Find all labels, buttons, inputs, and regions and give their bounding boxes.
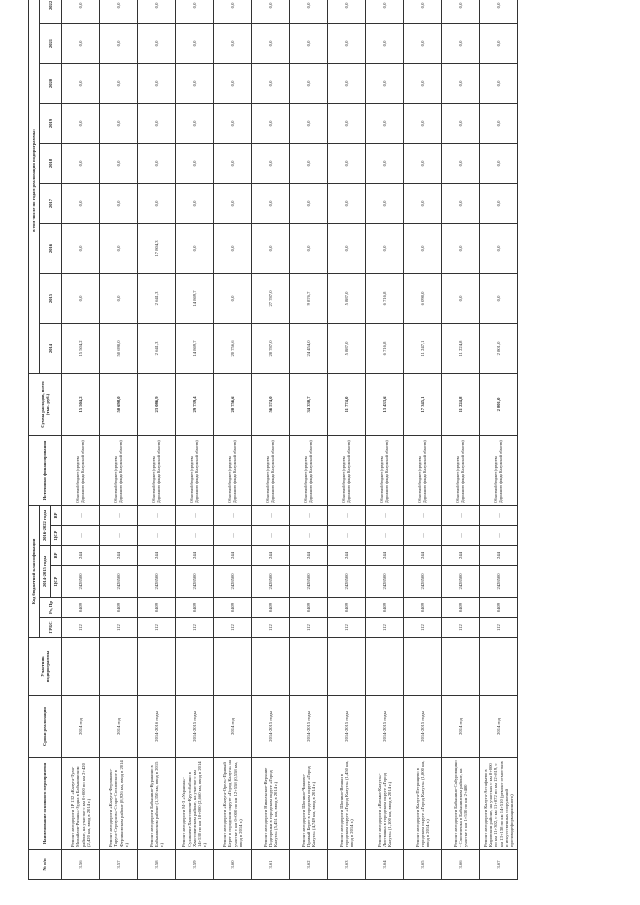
row-year-value: 20 756,6 (214, 323, 252, 373)
row-rzpr: 0409 (480, 598, 518, 618)
header-source: Источники финансирования (29, 435, 62, 505)
row-vr2: — (328, 505, 366, 525)
row-number: 3.58 (138, 850, 176, 880)
row-year-value: 0,0 (214, 0, 252, 23)
row-year-value: 11 247,1 (404, 323, 442, 373)
row-year-value: 0,0 (62, 223, 100, 273)
row-year-value: 0,0 (100, 183, 138, 223)
header-name: Наименование основного мероприятия (29, 758, 62, 850)
row-total: 17 345,1 (404, 373, 442, 435)
row-name: Ремонт автодороги Никольское-Верхние Подгоренки в городском округе «Город Калуга» (5,451 км, ввод в 2014 г.) (252, 758, 290, 850)
row-csr2: — (62, 526, 100, 546)
row-year-value: 0,0 (480, 273, 518, 323)
row-total: 2 801,0 (480, 373, 518, 435)
row-csr: 2428500 (176, 566, 214, 598)
header-vr: ВР (51, 546, 62, 566)
row-year-value: 17 804,3 (138, 223, 176, 273)
row-vr: 244 (366, 546, 404, 566)
header-year: 2015 (40, 273, 62, 323)
row-number: 3.65 (404, 850, 442, 880)
row-grbs: 112 (366, 618, 404, 638)
row-year-value: 0,0 (442, 103, 480, 143)
row-year-value: 0,0 (176, 183, 214, 223)
row-vr: 244 (252, 546, 290, 566)
row-year-value: 0,0 (176, 0, 214, 23)
row-rzpr: 0409 (404, 598, 442, 618)
row-number: 3.60 (214, 850, 252, 880)
row-term: 2014-2015 годы (290, 696, 328, 758)
header-year: 2016 (40, 223, 62, 273)
row-year-value: 0,0 (62, 23, 100, 63)
row-vr2: — (404, 505, 442, 525)
row-name: Ремонт автодороги Шопино-Чижово-Правый Берег в городском округе «Город Калуга» (4,749 км, ввод в 2014 г.) (290, 758, 328, 850)
row-year-value: 0,0 (252, 223, 290, 273)
header-term: Сроки реализации (29, 696, 62, 758)
row-year-value: 0,0 (328, 23, 366, 63)
row-csr2: — (404, 526, 442, 546)
row-year-value: 0,0 (328, 183, 366, 223)
row-rzpr: 0409 (366, 598, 404, 618)
row-year-value: 0,0 (214, 183, 252, 223)
row-year-value: 0,0 (404, 0, 442, 23)
header-year: 2020 (40, 63, 62, 103)
row-year-value: 0,0 (366, 63, 404, 103)
table-row (62, 0, 100, 880)
row-year-value: 0,0 (176, 23, 214, 63)
row-number: 3.67 (480, 850, 518, 880)
header-rzpr: Рз, Пр (40, 598, 62, 618)
row-year-value: 0,0 (480, 143, 518, 183)
table-row (214, 0, 252, 880)
row-total: 50 698,0 (100, 373, 138, 435)
row-year-value: 0,0 (404, 183, 442, 223)
row-year-value: 0,0 (100, 223, 138, 273)
row-participant (442, 638, 480, 696)
row-vr2: — (176, 505, 214, 525)
row-year-value: 5 887,0 (328, 323, 366, 373)
row-participant (366, 638, 404, 696)
row-year-value: 0,0 (442, 223, 480, 273)
table-row (366, 0, 404, 880)
row-csr2: — (176, 526, 214, 546)
row-name: Ремонт автодороги «Калуга-Ферзиково-Таруса-Серпухов»-Старо-Сосновское в Ферзиковском районе (8,926 км, ввод в 2014 г.) (100, 758, 138, 850)
row-participant (138, 638, 176, 696)
row-rzpr: 0409 (252, 598, 290, 618)
row-year-value: 0,0 (404, 143, 442, 183)
row-csr: 2428500 (214, 566, 252, 598)
header-total: Сумма расходов, всего (тыс. руб.) (29, 373, 62, 435)
table-row (100, 0, 138, 880)
row-year-value: 0,0 (366, 223, 404, 273)
row-year-value: 0,0 (252, 103, 290, 143)
row-year-value: 0,0 (442, 0, 480, 23)
row-participant (252, 638, 290, 696)
row-name: Ремонт автодороги 1Р 132 «Калуга-Тула-Михайлов-Рязань»-Зудна в Бабынинском районе, на участке с км 0+000 по км 2+420 (2,420 км, ввод в 2014 г.) (62, 758, 100, 850)
header-year: 2014 (40, 323, 62, 373)
row-vr2: — (480, 505, 518, 525)
row-year-value: 2 641,3 (138, 323, 176, 373)
row-year-value: 15 504,2 (62, 323, 100, 373)
row-year-value: 0,0 (328, 223, 366, 273)
row-grbs: 112 (442, 618, 480, 638)
row-year-value: 0,0 (290, 143, 328, 183)
row-vr2: — (290, 505, 328, 525)
row-year-value: 0,0 (290, 23, 328, 63)
row-term: 2014-2015 годы (252, 696, 290, 758)
row-year-value: 0,0 (176, 223, 214, 273)
row-total: 15 504,2 (62, 373, 100, 435)
row-csr: 2428500 (290, 566, 328, 598)
row-year-value: 0,0 (404, 223, 442, 273)
row-csr: 2428500 (62, 566, 100, 598)
table-body (62, 0, 518, 880)
row-csr: 2428500 (328, 566, 366, 598)
row-year-value: 50 698,0 (100, 323, 138, 373)
row-vr2: — (252, 505, 290, 525)
row-name: Ремонт автодороги Шопино-Вешки в городском округе «Город Калуга» (1,450 км, ввод в 2014 г.) (328, 758, 366, 850)
row-participant (214, 638, 252, 696)
row-participant (62, 638, 100, 696)
row-grbs: 112 (214, 618, 252, 638)
row-year-value: 0,0 (290, 63, 328, 103)
row-year-value: 0,0 (138, 183, 176, 223)
row-year-value: 0,0 (480, 223, 518, 273)
row-term: 2014 год (214, 696, 252, 758)
row-csr: 2428500 (480, 566, 518, 598)
row-vr: 244 (290, 546, 328, 566)
row-rzpr: 0409 (328, 598, 366, 618)
row-vr2: — (62, 505, 100, 525)
row-year-value: 0,0 (100, 23, 138, 63)
row-year-value: 0,0 (290, 183, 328, 223)
row-year-value: 6 716,8 (366, 323, 404, 373)
row-total: 23 086,9 (138, 373, 176, 435)
row-csr: 2428500 (404, 566, 442, 598)
row-year-value: 0,0 (62, 63, 100, 103)
row-vr: 244 (214, 546, 252, 566)
row-year-value: 6 098,0 (404, 273, 442, 323)
header-years-group: в том числе по годам реализации подпрограммы: (29, 0, 40, 373)
row-year-value: 0,0 (328, 143, 366, 183)
row-year-value: 14 869,7 (176, 323, 214, 373)
row-year-value: 0,0 (62, 273, 100, 323)
row-grbs: 112 (290, 618, 328, 638)
row-year-value: 0,0 (252, 0, 290, 23)
row-total: 20 756,6 (214, 373, 252, 435)
row-year-value: 24 454,0 (290, 323, 328, 373)
row-term: 2014-2015 годы (176, 696, 214, 758)
row-year-value: 0,0 (138, 143, 176, 183)
row-name: Ремонт автодороги «Вязьма-Калуга»-Листвянка в городском округе «Город Калуга» (1,100 км, ввод в 2014 г.) (366, 758, 404, 850)
row-year-value: 6 716,8 (366, 273, 404, 323)
row-year-value: 0,0 (138, 63, 176, 103)
row-grbs: 112 (62, 618, 100, 638)
row-year-value: 0,0 (290, 223, 328, 273)
row-vr: 244 (176, 546, 214, 566)
row-year-value: 0,0 (328, 0, 366, 23)
row-year-value: 0,0 (480, 23, 518, 63)
row-vr: 244 (480, 546, 518, 566)
table-row (138, 0, 176, 880)
row-year-value: 0,0 (252, 63, 290, 103)
row-rzpr: 0409 (138, 598, 176, 618)
table-row (290, 0, 328, 880)
row-number: 3.62 (290, 850, 328, 880)
row-vr: 244 (100, 546, 138, 566)
row-year-value: 0,0 (214, 63, 252, 103)
row-number: 3.66 (442, 850, 480, 880)
row-grbs: 112 (100, 618, 138, 638)
table-row (442, 0, 480, 880)
row-vr2: — (100, 505, 138, 525)
row-number: 3.64 (366, 850, 404, 880)
row-year-value: 0,0 (404, 103, 442, 143)
row-year-value: 0,0 (366, 0, 404, 23)
row-year-value: 0,0 (100, 143, 138, 183)
row-year-value: 2 641,3 (138, 273, 176, 323)
row-term: 2014-2015 годы (328, 696, 366, 758)
row-source: Областной бюджет (средства Дорожного фонда Калужской области) (100, 435, 138, 505)
row-participant (176, 638, 214, 696)
row-total: 29 739,4 (176, 373, 214, 435)
row-year-value: 2 801,0 (480, 323, 518, 373)
row-year-value: 0,0 (480, 103, 518, 143)
row-total: 11 224,8 (442, 373, 480, 435)
header-period1: 2014-2015 годы (40, 546, 51, 598)
row-name: Ремонт автодороги «Калуга-Орел»-Правый Берег в городском округе «Город Калуга» на участке с км 0+000 по км 12+558 (0,558 км, ввод в 2014 г.) (214, 758, 252, 850)
row-csr: 2428500 (442, 566, 480, 598)
row-number: 3.59 (176, 850, 214, 880)
row-total: 34 330,7 (290, 373, 328, 435)
row-year-value: 0,0 (442, 183, 480, 223)
row-year-value: 0,0 (252, 23, 290, 63)
header-vr-2: ВР (51, 505, 62, 525)
table-row (328, 0, 366, 880)
row-vr2: — (138, 505, 176, 525)
row-year-value: 5 887,0 (328, 273, 366, 323)
row-year-value: 0,0 (100, 273, 138, 323)
row-year-value: 0,0 (366, 143, 404, 183)
table-row (252, 0, 290, 880)
row-csr: 2428500 (100, 566, 138, 598)
row-term: 2014-2015 годы (404, 696, 442, 758)
row-source: Областной бюджет (средства Дорожного фонда Калужской области) (214, 435, 252, 505)
row-year-value: 0,0 (442, 63, 480, 103)
row-year-value: 0,0 (176, 143, 214, 183)
row-term: 2014-2016 годы (138, 696, 176, 758)
row-total: 13 433,6 (366, 373, 404, 435)
row-term: 2014 год (442, 696, 480, 758)
row-csr: 2428500 (252, 566, 290, 598)
header-year: 2021 (40, 23, 62, 63)
row-source: Областной бюджет (средства Дорожного фонда Калужской области) (138, 435, 176, 505)
row-year-value: 0,0 (62, 143, 100, 183)
row-grbs: 112 (176, 618, 214, 638)
row-csr2: — (480, 526, 518, 546)
header-year: 2018 (40, 143, 62, 183)
row-source: Областной бюджет (средства Дорожного фонда Калужской области) (252, 435, 290, 505)
row-year-value: 0,0 (328, 63, 366, 103)
row-year-value: 0,0 (100, 63, 138, 103)
row-year-value: 0,0 (480, 63, 518, 103)
row-csr2: — (328, 526, 366, 546)
row-source: Областной бюджет (средства Дорожного фонда Калужской области) (62, 435, 100, 505)
row-year-value: 14 869,7 (176, 273, 214, 323)
row-rzpr: 0409 (62, 598, 100, 618)
table-row (480, 0, 518, 880)
row-csr: 2428500 (138, 566, 176, 598)
row-vr: 244 (328, 546, 366, 566)
row-total: 11 774,0 (328, 373, 366, 435)
row-year-value: 0,0 (62, 103, 100, 143)
row-year-value: 0,0 (480, 0, 518, 23)
row-year-value: 0,0 (100, 0, 138, 23)
row-year-value: 0,0 (138, 103, 176, 143)
header-csr: ЦСР (51, 566, 62, 598)
row-csr2: — (252, 526, 290, 546)
row-source: Областной бюджет (средства Дорожного фонда Калужской области) (328, 435, 366, 505)
row-source: Областной бюджет (средства Дорожного фонда Калужской области) (176, 435, 214, 505)
row-year-value: 0,0 (290, 0, 328, 23)
row-source: Областной бюджет (средства Дорожного фонда Калужской области) (290, 435, 328, 505)
row-year-value: 0,0 (100, 103, 138, 143)
row-vr: 244 (442, 546, 480, 566)
row-year-value: 0,0 (366, 183, 404, 223)
row-year-value: 0,0 (252, 143, 290, 183)
row-year-value: 0,0 (214, 23, 252, 63)
row-vr2: — (442, 505, 480, 525)
row-csr2: — (442, 526, 480, 546)
row-term: 2014 год (62, 696, 100, 758)
row-year-value: 0,0 (176, 63, 214, 103)
row-grbs: 112 (480, 618, 518, 638)
program-table (28, 0, 518, 880)
row-source: Областной бюджет (средства Дорожного фонда Калужской области) (366, 435, 404, 505)
row-rzpr: 0409 (176, 598, 214, 618)
header-year: 2017 (40, 183, 62, 223)
row-total: 56 574,0 (252, 373, 290, 435)
row-year-value: 0,0 (176, 103, 214, 143)
row-name: Ремонт автодороги Бабынино-Куракино в Бабынинском районе (1,350 км, ввод в 2015 г.) (138, 758, 176, 850)
row-year-value: 0,0 (442, 273, 480, 323)
row-year-value: 0,0 (290, 103, 328, 143)
row-number: 3.61 (252, 850, 290, 880)
table-row (404, 0, 442, 880)
row-rzpr: 0409 (214, 598, 252, 618)
row-year-value: 0,0 (62, 183, 100, 223)
row-year-value: 0,0 (214, 103, 252, 143)
row-vr2: — (214, 505, 252, 525)
row-rzpr: 0409 (100, 598, 138, 618)
row-year-value: 0,0 (138, 0, 176, 23)
row-vr2: — (366, 505, 404, 525)
row-year-value: 0,0 (366, 103, 404, 143)
row-participant (404, 638, 442, 696)
row-grbs: 112 (404, 618, 442, 638)
row-grbs: 112 (138, 618, 176, 638)
header-code-group: Код бюджетной классификации (29, 505, 40, 637)
row-year-value: 0,0 (480, 183, 518, 223)
row-grbs: 112 (252, 618, 290, 638)
row-csr2: — (138, 526, 176, 546)
row-participant (290, 638, 328, 696)
row-year-value: 0,0 (442, 143, 480, 183)
header-num: № п/п (29, 850, 62, 880)
header-csr-2: ЦСР (51, 526, 62, 546)
row-csr2: — (214, 526, 252, 546)
row-participant (328, 638, 366, 696)
row-year-value: 11 224,8 (442, 323, 480, 373)
row-year-value: 0,0 (62, 0, 100, 23)
row-source: Областной бюджет (средства Дорожного фонда Калужской области) (442, 435, 480, 505)
row-year-value: 9 876,7 (290, 273, 328, 323)
row-year-value: 0,0 (442, 23, 480, 63)
row-number: 3.57 (100, 850, 138, 880)
row-participant (100, 638, 138, 696)
row-rzpr: 0409 (290, 598, 328, 618)
row-participant (480, 638, 518, 696)
row-name: Ремонт автодороги Калуга-Астафьево в Кировском районе, на участках с км 8+000 по км 11+302, с км 11+872 по км 12+819, с км 13+138 по км 14+510 (ремонт отмостков и искусственных сооружений противодеформационного) (480, 758, 518, 850)
header-period2: 2016-2022 годы (40, 505, 51, 545)
row-vr: 244 (62, 546, 100, 566)
row-source: Областной бюджет (средства Дорожного фонда Калужской области) (404, 435, 442, 505)
row-number: 3.63 (328, 850, 366, 880)
header-year: 2019 (40, 103, 62, 143)
row-csr2: — (290, 526, 328, 546)
row-year-value: 0,0 (366, 23, 404, 63)
row-term: 2014-2015 годы (366, 696, 404, 758)
table-row (176, 0, 214, 880)
row-term: 2014 год (480, 696, 518, 758)
row-name: Ремонт автодороги Бабынино-Сабуровщино - Слопеленка в Бабынинском районе, на участке с км 1+530 по км 2+480 (442, 758, 480, 850)
row-name: Ремонт автодороги М-3 «Украина»-Сухиничи-Хвастовичи-Крутобабино в Хвастовичском районе, на участке с км 14+530 по км 18+000 (2,660 км, ввод в 2014 г.) (176, 758, 214, 850)
row-name: Ремонт автодороги Калуга-Петрищево в городском округе «Город Калуга» (1,800 км, ввод в 2014 г.) (404, 758, 442, 850)
row-vr: 244 (404, 546, 442, 566)
row-year-value: 0,0 (214, 143, 252, 183)
row-csr: 2428500 (366, 566, 404, 598)
header-year: 2022 (40, 0, 62, 23)
row-year-value: 0,0 (328, 103, 366, 143)
row-csr2: — (100, 526, 138, 546)
header-participant: Участник подпрограммы (29, 638, 62, 696)
row-year-value: 0,0 (404, 23, 442, 63)
row-vr: 244 (138, 546, 176, 566)
row-rzpr: 0409 (442, 598, 480, 618)
row-year-value: 0,0 (404, 63, 442, 103)
row-grbs: 112 (328, 618, 366, 638)
row-term: 2014 год (100, 696, 138, 758)
row-year-value: 28 787,0 (252, 323, 290, 373)
header-grbs: ГРБС (40, 618, 62, 638)
row-year-value: 0,0 (214, 273, 252, 323)
row-year-value: 0,0 (214, 223, 252, 273)
row-year-value: 0,0 (138, 23, 176, 63)
row-source: Областной бюджет (средства Дорожного фонда Калужской области) (480, 435, 518, 505)
row-csr2: — (366, 526, 404, 546)
row-number: 3.56 (62, 850, 100, 880)
row-year-value: 27 787,0 (252, 273, 290, 323)
row-year-value: 0,0 (252, 183, 290, 223)
